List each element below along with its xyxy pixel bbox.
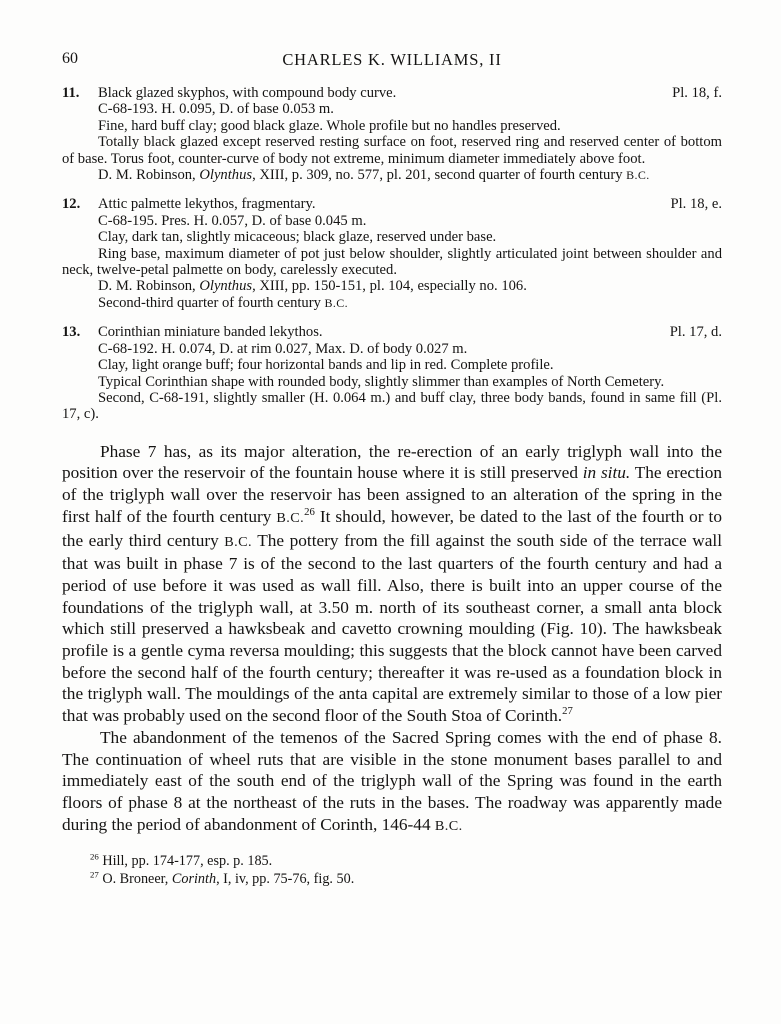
catalog-entry-11: [62, 85, 722, 183]
entry-heading: [62, 324, 722, 340]
entry-number: 11.: [62, 85, 80, 101]
running-title: CHARLES K. WILLIAMS, II: [282, 50, 502, 69]
entry-paragraph: C-68-192. H. 0.074, D. at rim 0.027, Max. D. of body 0.027 m.: [98, 340, 468, 357]
footnotes: [62, 853, 722, 888]
entry-title: Black glazed skyphos, with compound body curve.: [98, 85, 397, 101]
entry-heading: [62, 196, 722, 212]
entry-paragraph: C-68-195. Pres. H. 0.057, D. of base 0.045 m.: [98, 212, 367, 229]
entry-paragraph: Ring base, maximum diameter of pot just below shoulder, slightly articulated joint between shoulder and neck, twelve-petal palmette on body, carelessly executed.: [62, 245, 722, 279]
entry-paragraph: D. M. Robinson, Olynthus, XIII, p. 309, no. 577, pl. 201, second quarter of fourth century B.C.: [98, 167, 650, 184]
plate-reference: Pl. 18, e.: [670, 196, 722, 213]
entry-paragraph: Clay, light orange buff; four horizontal bands and lip in red. Complete profile.: [98, 357, 554, 374]
entry-title: Attic palmette lekythos, fragmentary.: [98, 196, 316, 213]
entry-paragraph: D. M. Robinson, Olynthus, XIII, pp. 150-151, pl. 104, especially no. 106.: [98, 278, 527, 295]
entry-number: 12.: [62, 196, 81, 213]
catalog-entries: [62, 85, 722, 423]
running-head: [62, 50, 722, 68]
entry-heading: [62, 85, 722, 101]
entry-number: 13.: [62, 324, 81, 341]
entry-paragraph: Fine, hard buff clay; good black glaze. Whole profile but no handles preserved.: [98, 117, 561, 134]
page-number: 60: [62, 50, 78, 67]
body-text: [62, 441, 722, 838]
catalog-entry-13: [62, 324, 722, 422]
body-paragraph: Phase 7 has, as its major alteration, the re-erection of an early triglyph wall into the position over the reservoir of the fountain house where it is still preserved in situ. The erection of the triglyph wall over the reservoir has been assigned to an alteration of the spring in the first half of the fourth century B.C.$^{26}$ It should, however, be dated to the last of the fourth or to the early third century B.C. The pottery from the fill against the south side of the terrace wall that was built in phase 7 is of the second to the last quarters of the fourth century and had a period of use before it was used as wall fill. Also, there is built into an upper course of the foundations of the triglyph wall, at 3.50 m. north of its southeast corner, a small anta block which still preserved a hawksbeak and cavetto crowning moulding (Fig. 10). The hawksbeak profile is a gentle cyma reversa moulding; this suggests that the block cannot have been carved before the second half of the fourth century; thereafter it was re-used as a foundation block in the triglyph wall. The mouldings of the anta capital are extremely similar to those of a low pier that was probably used on the second floor of the South Stoa of Corinth.$^{27}$: [62, 441, 722, 726]
body-paragraph: The abandonment of the temenos of the Sacred Spring comes with the end of phase 8. The continuation of wheel ruts that are visible in the stone monument bases parallel to and immediately east of the south end of the triglyph wall of the Spring was found in the earth floors of phase 8 at the northeast of the ruts in the bases. The roadway was apparently made during the period of abandonment of Corinth, 146-44 B.C.: [62, 727, 722, 834]
plate-reference: Pl. 18, f.: [672, 85, 722, 101]
plate-reference: Pl. 17, d.: [669, 324, 722, 341]
catalog-entry-12: [62, 196, 722, 311]
footnote: $^{26}$ Hill, pp. 174-177, esp. p. 185.: [90, 851, 273, 870]
entry-paragraph: Second, C-68-191, slightly smaller (H. 0.064 m.) and buff clay, three body bands, found in same fill (Pl. 17, c).: [62, 389, 722, 423]
entry-paragraph: Totally black glazed except reserved resting surface on foot, reserved ring and reserved center of bottom of base. Torus foot, counter-curve of body not extreme, minimum diameter immediately above foot.: [62, 134, 722, 167]
entry-paragraph: C-68-193. H. 0.095, D. of base 0.053 m.: [98, 101, 334, 118]
entry-paragraph: Typical Corinthian shape with rounded body, slightly slimmer than examples of North Cemetery.: [98, 373, 665, 390]
entry-paragraph: Second-third quarter of fourth century B.C.: [98, 294, 348, 311]
entry-paragraph: Clay, dark tan, slightly micaceous; black glaze, reserved under base.: [98, 229, 497, 246]
entry-title: Corinthian miniature banded lekythos.: [98, 324, 323, 341]
footnote: $^{27}$ O. Broneer, Corinth, I, iv, pp. 75-76, fig. 50.: [90, 869, 355, 887]
